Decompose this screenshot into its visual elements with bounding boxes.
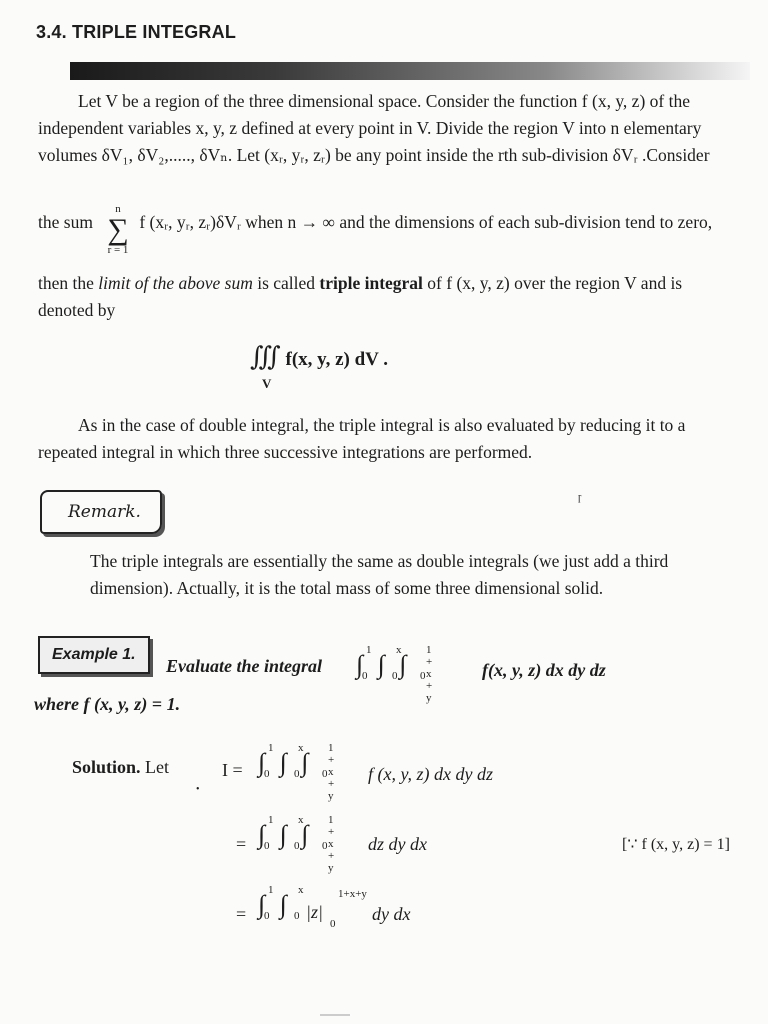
example-label: Example 1. — [52, 646, 136, 663]
solution-line2-integral: ∫ 1 0 ∫ x 0 ∫ 1 + x + y 0 — [258, 814, 335, 874]
sum-line — [38, 203, 750, 256]
solution-var: I = — [222, 760, 243, 780]
definition-italic: limit of the above sum — [98, 273, 253, 293]
solution-line3-upper: 1+x+y — [338, 888, 367, 900]
solution-line3-bracket: |z| — [306, 902, 323, 922]
stray-mark: ɼ — [578, 492, 582, 503]
solution-line2-eq: = — [236, 834, 247, 854]
solution-line3-eq: = — [236, 904, 247, 924]
solution-line3-integrand: dy dx — [372, 904, 411, 924]
example-where: where f (x, y, z) = 1. — [34, 694, 181, 714]
solution-line1-integral: ∫ 1 0 ∫ x 0 ∫ 1 + x + y 0 — [258, 742, 335, 802]
definition-bold-term: triple integral — [319, 273, 423, 293]
solution-line3-integral: ∫ 1 0 ∫ x 0 — [258, 884, 304, 922]
solution-label: Solution. Let — [72, 757, 170, 777]
heading-bar — [70, 62, 750, 80]
definition-paragraph: then the limit of the above sum is called triple integral of f (x, y, z) over the region V and is denoted by — [38, 273, 683, 320]
sigma-top: n — [115, 203, 121, 215]
display-integral — [250, 342, 389, 391]
remark-label: Remark. — [68, 502, 141, 522]
example-integrand: f(x, y, z) dx dy dz — [482, 660, 606, 680]
intro-line-3: volumes δV₁, δV₂,....., δVₙ. Let (xᵣ, yᵣ, zᵣ) be any point inside the rth sub-division δVᵣ .Consider — [38, 145, 710, 165]
stray-dot: • — [196, 784, 200, 795]
intro-paragraph — [38, 88, 750, 169]
intro-line-2: independent variables x, y, z defined at every point in V. Divide the region V into n elementary — [38, 118, 702, 138]
section-heading: 3.4. TRIPLE INTEGRAL — [36, 22, 237, 42]
display-integral-body: f(x, y, z) dV . — [285, 349, 389, 370]
sum-expression: f (xᵣ, yᵣ, zᵣ)δVᵣ when n → ∞ and the dimensions of each sub-division tend to zero, — [139, 212, 713, 232]
sigma-symbol: n ∑ r = 1 — [104, 204, 132, 256]
evaluation-paragraph: As in the case of double integral, the triple integral is also evaluated by reducing it to a repeated integral in which three successive integrations are performed. — [38, 415, 686, 462]
sigma-bottom: r = 1 — [107, 244, 129, 256]
solution-line1-integrand: f (x, y, z) dx dy dz — [368, 764, 493, 784]
solution-line2-integrand: dz dy dx — [368, 834, 427, 854]
triple-integral-symbol: ∭ — [250, 342, 281, 371]
remark-paragraph: The triple integrals are essentially the same as double integrals (we just add a third dimension). Actually, it is the total mass of some three dimensional solid. — [90, 551, 669, 598]
example-text: Evaluate the integral — [166, 656, 323, 676]
intro-line-1: Let V be a region of the three dimensional space. Consider the function f (x, y, z) of the — [78, 91, 690, 111]
solution-line3-lower: 0 — [330, 918, 336, 930]
sum-prefix: the sum — [38, 212, 93, 232]
example-integral: ∫ 1 0 ∫ x 0 ∫ 1 + x + y 0 — [356, 644, 433, 704]
page-bottom-mark — [320, 1014, 350, 1016]
solution-note: [∵ f (x, y, z) = 1] — [622, 836, 730, 853]
display-integral-region: V — [262, 376, 272, 391]
